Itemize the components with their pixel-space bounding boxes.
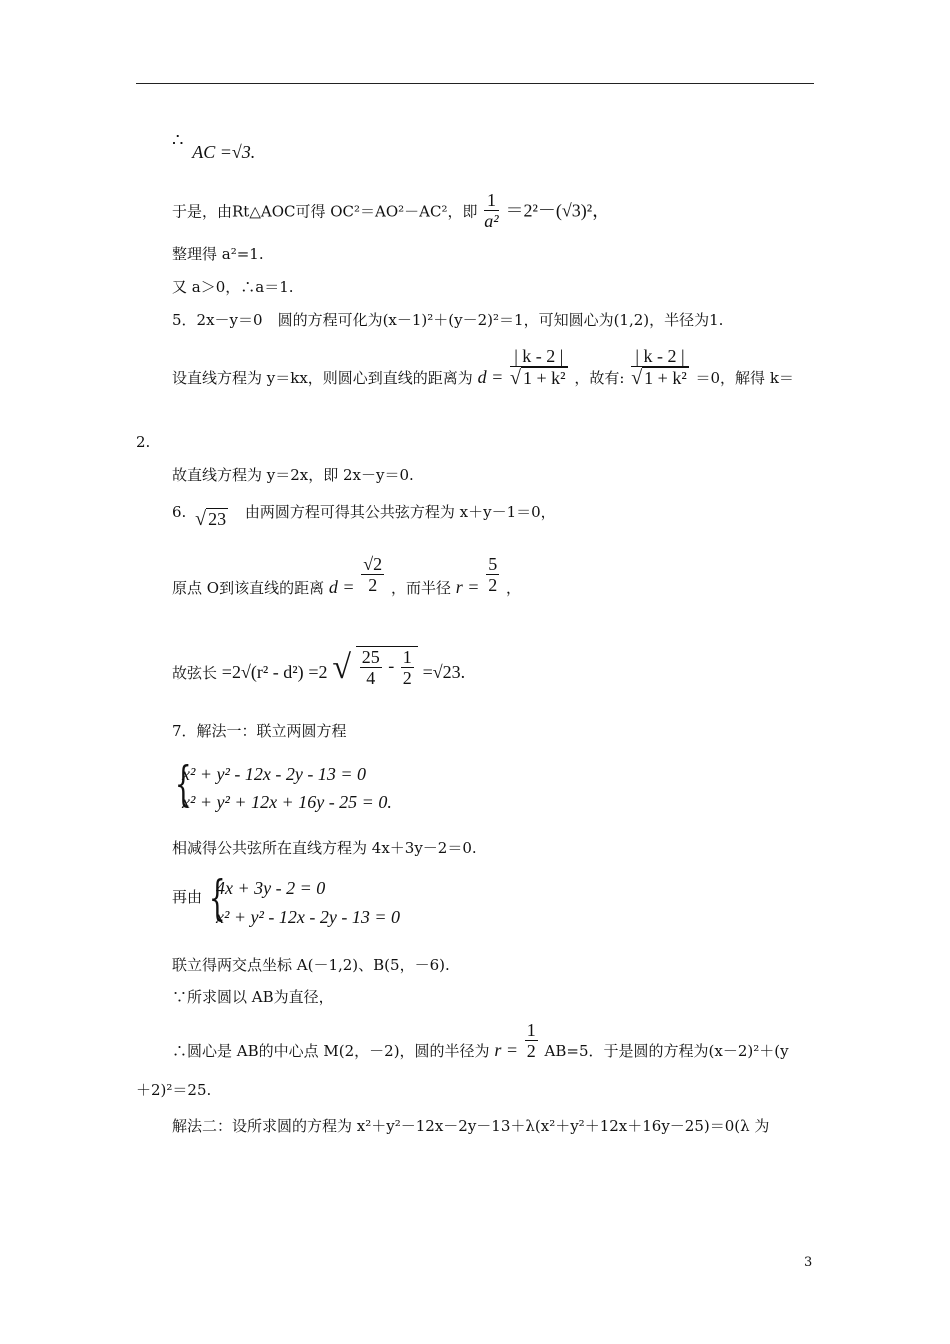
five-over-two: $\frac{5}{2}$	[488, 554, 498, 595]
line-simplify: 整理得 a²=1.	[172, 245, 264, 263]
system-1-eq2: x² + y² + 12x + 16y - 25 = 0.	[182, 792, 392, 812]
line-center-text: ∴圆心是 AB的中心点 M(2，－2)，圆的半径为	[172, 1041, 490, 1060]
line-distance	[172, 346, 794, 394]
line-ab-diameter: ∵所求圆以 AB为直径，	[172, 988, 334, 1006]
distance-fraction: $\frac{| k - 2 |}{\text{√ 1 + k²}}$	[510, 346, 566, 389]
line-radius-text: ，而半径	[390, 578, 451, 597]
eq-two: =2	[308, 661, 328, 682]
one-half: $\frac{1}{2}$	[526, 1020, 536, 1061]
r-equals: r =	[455, 576, 480, 597]
problem-6-number: 6.	[172, 503, 187, 521]
system-brace-1: {	[174, 756, 192, 812]
line-rt-triangle-text: 于是，由Rt△AOC可得 OC²＝AO²－AC²，即	[172, 202, 478, 221]
answer-sqrt23: 23	[208, 509, 227, 529]
chord-result: =√23.	[422, 661, 466, 682]
ac-equation: AC =√3.	[192, 142, 256, 162]
line-center-radius	[172, 1020, 789, 1065]
system-1-eq1: x² + y² - 12x - 2y - 13 = 0	[182, 764, 367, 784]
line-a-equals-1: 又 a＞0，∴a＝1.	[172, 278, 294, 296]
line-circle-equation-end: ＋2)²＝25.	[136, 1081, 212, 1099]
line-origin-distance-text: 原点 O到该直线的距离	[172, 578, 325, 597]
page-number: 3	[804, 1255, 813, 1270]
line-then-by: 再由	[172, 888, 203, 906]
line-common-chord: 相减得公共弦所在直线方程为 4x＋3y－2＝0.	[172, 839, 477, 857]
problem-7-header: 7．解法一：联立两圆方程	[172, 722, 347, 740]
line-chord-length: 故弦长 =2√(r² - d²) =2 √ $\frac{25}{4}$ - $\frac{1}{2}$ =√23.	[172, 647, 466, 688]
line-rt-triangle-rhs: ＝2²－(√3)²，	[505, 200, 611, 221]
line-circle-equation: AB=5．于是圆的方程为(x－2)²＋(y	[544, 1041, 789, 1060]
therefore-symbol: ∴	[172, 130, 184, 151]
problem-6-text: 由两圆方程可得其公共弦方程为 x＋y－1＝0，	[244, 503, 556, 521]
problem-5-answer: 5．2x－y＝0 圆的方程可化为(x－1)²＋(y－2)²＝1，可知圆心为(1,2)，半径为1.	[172, 311, 724, 329]
line-distance-end: ＝0，解得 k＝	[695, 369, 794, 387]
sqrt2-over-2: $\frac{√2}{2}$	[363, 554, 383, 595]
line-rt-triangle	[172, 192, 610, 233]
chord-formula: =2√(r² - d²)	[221, 661, 304, 682]
line-k-value: 2.	[136, 433, 151, 451]
therefore-line	[172, 130, 256, 162]
line-origin-distance: 原点 O到该直线的距离 d = $\frac{√2}{2}$ ，而半径 r = $\frac{5}{2}$ ，	[172, 554, 521, 597]
system-2-eq1: 4x + 3y - 2 = 0	[216, 878, 326, 898]
fraction-1-over-a2: $\frac{1}{\text{a²}}$	[484, 190, 499, 231]
distance-fraction-2: $\frac{| k - 2 |}{\text{√ 1 + k²}}$	[631, 346, 687, 389]
system-2-eq2: x² + y² - 12x - 2y - 13 = 0	[216, 907, 401, 927]
system-brace-2: {	[208, 870, 226, 926]
problem-6-header: 6. √ 23 由两圆方程可得其公共弦方程为 x＋y－1＝0，	[172, 503, 556, 530]
line-intersection-points: 联立得两交点坐标 A(－1,2)、B(5，－6).	[172, 956, 450, 974]
line-distance-mid: ，故有:	[574, 369, 625, 387]
header-rule	[136, 83, 814, 84]
d-equals-2: d =	[328, 576, 355, 597]
line-result-5: 故直线方程为 y＝2x，即 2x－y＝0.	[172, 466, 414, 484]
r-equals-2: r =	[494, 1039, 518, 1060]
d-equals: d =	[477, 367, 504, 387]
line-method-2: 解法二：设所求圆的方程为 x²＋y²－12x－2y－13＋λ(x²＋y²＋12x＋16y－25)＝0(λ 为	[172, 1117, 770, 1135]
line-distance-text: 设直线方程为 y＝kx，则圆心到直线的距离为	[172, 369, 473, 387]
chord-radicand: $\frac{25}{4}$ - $\frac{1}{2}$	[356, 646, 418, 688]
chord-length-label: 故弦长	[172, 663, 218, 682]
